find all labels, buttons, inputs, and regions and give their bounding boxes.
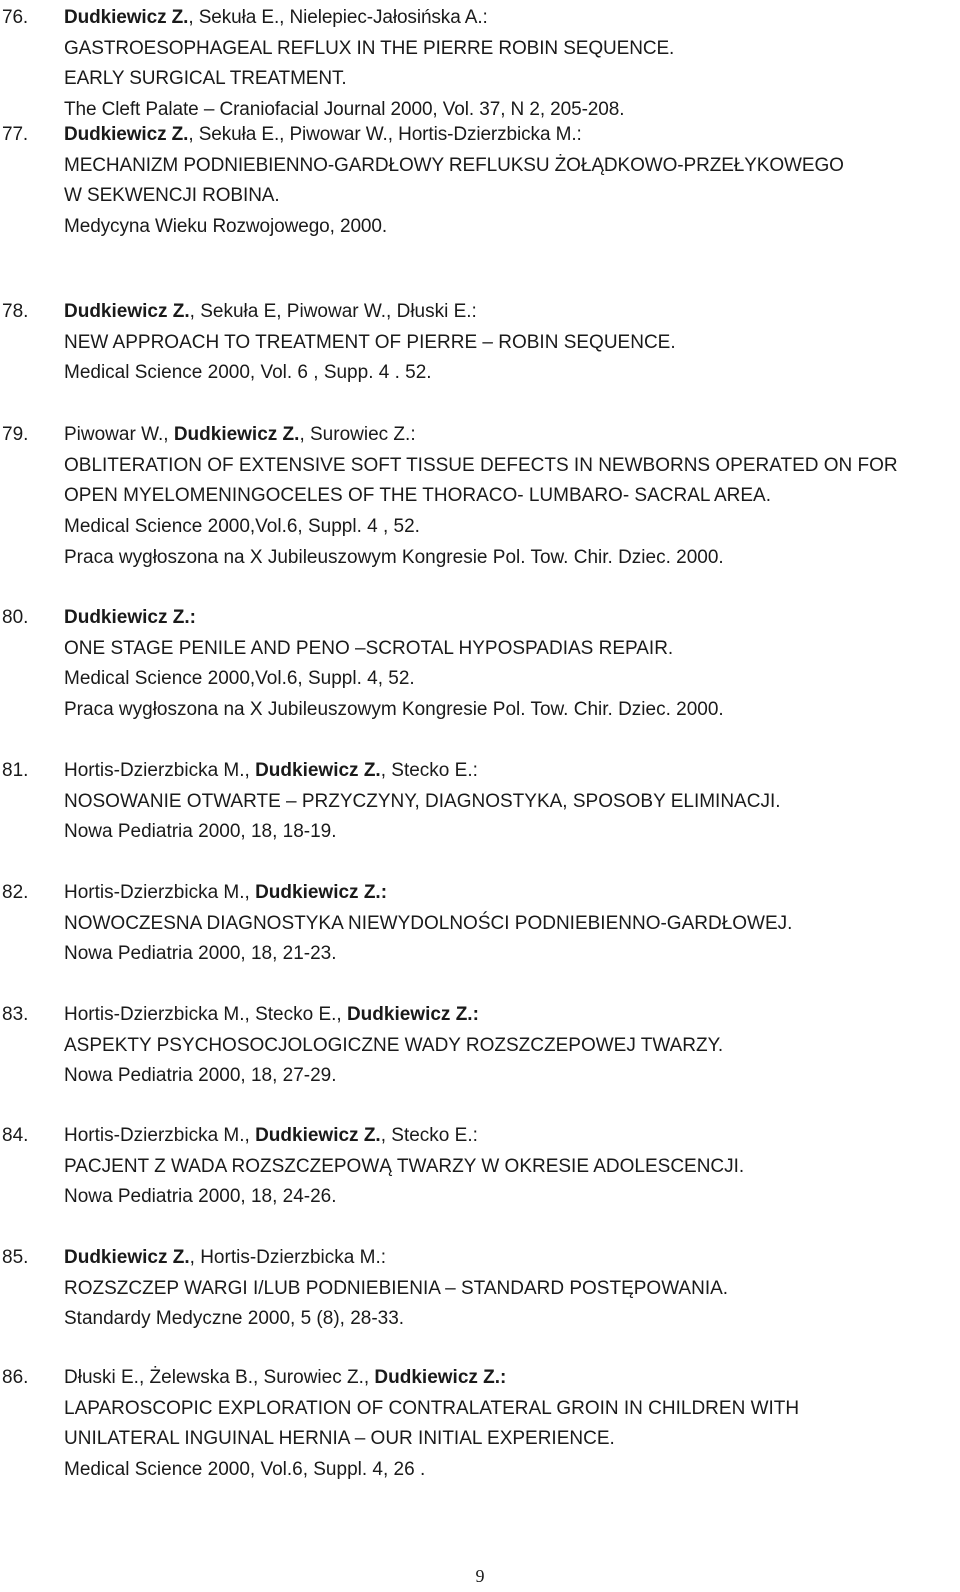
- author-text: , Stecko E.:: [380, 760, 478, 781]
- entry-number: 85.: [2, 1247, 29, 1268]
- entry-line: ASPEKTY PSYCHOSOCJOLOGICZNE WADY ROZSZCZEPOWEJ TWARZY.: [64, 1035, 724, 1056]
- entry-line: PACJENT Z WADA ROZSZCZEPOWĄ TWARZY W OKRESIE ADOLESCENCJI.: [64, 1156, 745, 1177]
- author-highlighted: Dudkiewicz Z.:: [64, 607, 196, 628]
- entry-line: Medical Science 2000, Vol.6, Suppl. 4, 26 .: [64, 1459, 426, 1480]
- entry-authors: [64, 120, 582, 150]
- entry-number: 80.: [2, 607, 29, 628]
- author-highlighted: Dudkiewicz Z.: [64, 301, 190, 322]
- entry-line: NEW APPROACH TO TREATMENT OF PIERRE – ROBIN SEQUENCE.: [64, 332, 676, 353]
- entry-authors: [64, 297, 477, 327]
- author-text: , Sekuła E, Piwowar W., Dłuski E.:: [189, 301, 477, 322]
- entry-authors: [64, 1000, 479, 1030]
- entry-authors: [64, 420, 416, 450]
- entry-line: Nowa Pediatria 2000, 18, 21-23.: [64, 943, 337, 964]
- author-text: , Stecko E.:: [380, 1125, 478, 1146]
- author-highlighted: Dudkiewicz Z.: [173, 424, 300, 445]
- entry-line: GASTROESOPHAGEAL REFLUX IN THE PIERRE ROBIN SEQUENCE.: [64, 38, 675, 59]
- author-text: Hortis-Dzierzbicka M., Stecko E.,: [64, 1004, 347, 1025]
- entry-line: Praca wygłoszona na X Jubileuszowym Kongresie Pol. Tow. Chir. Dziec. 2000.: [64, 547, 724, 568]
- entry-authors: [64, 878, 387, 908]
- entry-number: 83.: [2, 1004, 29, 1025]
- author-highlighted: Dudkiewicz Z.: [64, 7, 189, 28]
- entry-line: Standardy Medyczne 2000, 5 (8), 28-33.: [64, 1308, 405, 1329]
- entry-number: 76.: [2, 7, 29, 28]
- entry-number: 81.: [2, 760, 29, 781]
- entry-number: 82.: [2, 882, 29, 903]
- entry-line: Medical Science 2000, Vol. 6 , Supp. 4 . 52.: [64, 362, 432, 383]
- author-highlighted: Dudkiewicz Z.: [255, 1125, 381, 1146]
- entry-line: The Cleft Palate – Craniofacial Journal 2000, Vol. 37, N 2, 205-208.: [64, 99, 625, 120]
- entry-line: Nowa Pediatria 2000, 18, 18-19.: [64, 821, 337, 842]
- entry-line: Medical Science 2000,Vol.6, Suppl. 4, 52.: [64, 668, 415, 689]
- entry-authors: [64, 603, 196, 633]
- entry-line: OPEN MYELOMENINGOCELES OF THE THORACO- LUMBARO- SACRAL AREA.: [64, 485, 772, 506]
- entry-line: Nowa Pediatria 2000, 18, 24-26.: [64, 1186, 337, 1207]
- entry-line: W SEKWENCJI ROBINA.: [64, 185, 280, 206]
- author-highlighted: Dudkiewicz Z.: [64, 124, 189, 145]
- author-text: Hortis-Dzierzbicka M.,: [64, 882, 256, 903]
- entry-line: Praca wygłoszona na X Jubileuszowym Kongresie Pol. Tow. Chir. Dziec. 2000.: [64, 699, 724, 720]
- author-text: , Sekuła E., Piwowar W., Hortis-Dzierzbicka M.:: [188, 124, 582, 145]
- entry-line: Nowa Pediatria 2000, 18, 27-29.: [64, 1065, 337, 1086]
- author-text: Dłuski E., Żelewska B., Surowiec Z.,: [64, 1367, 375, 1388]
- entry-line: LAPAROSCOPIC EXPLORATION OF CONTRALATERAL GROIN IN CHILDREN WITH: [64, 1398, 800, 1419]
- author-highlighted: Dudkiewicz Z.: [64, 1247, 190, 1268]
- author-text: , Hortis-Dzierzbicka M.:: [189, 1247, 386, 1268]
- entry-line: Medical Science 2000,Vol.6, Suppl. 4 , 52.: [64, 516, 420, 537]
- author-highlighted: Dudkiewicz Z.: [255, 760, 381, 781]
- entry-line: EARLY SURGICAL TREATMENT.: [64, 68, 347, 89]
- entry-authors: [64, 1363, 506, 1393]
- entry-line: OBLITERATION OF EXTENSIVE SOFT TISSUE DEFECTS IN NEWBORNS OPERATED ON FOR: [64, 455, 898, 476]
- entry-line: NOWOCZESNA DIAGNOSTYKA NIEWYDOLNOŚCI PODNIEBIENNO-GARDŁOWEJ.: [64, 913, 793, 934]
- author-highlighted: Dudkiewicz Z.:: [374, 1367, 507, 1388]
- author-text: Hortis-Dzierzbicka M.,: [64, 1125, 256, 1146]
- entry-line: ROZSZCZEP WARGI I/LUB PODNIEBIENIA – STANDARD POSTĘPOWANIA.: [64, 1278, 729, 1299]
- entry-authors: [64, 1243, 386, 1273]
- entry-authors: [64, 3, 488, 33]
- author-text: , Surowiec Z.:: [299, 424, 416, 445]
- author-text: Piwowar W.,: [64, 424, 174, 445]
- entry-authors: [64, 756, 478, 786]
- entry-line: MECHANIZM PODNIEBIENNO-GARDŁOWY REFLUKSU ŻOŁĄDKOWO-PRZEŁYKOWEGO: [64, 155, 844, 176]
- entry-line: NOSOWANIE OTWARTE – PRZYCZYNY, DIAGNOSTYKA, SPOSOBY ELIMINACJI.: [64, 791, 781, 812]
- entry-line: UNILATERAL INGUINAL HERNIA – OUR INITIAL EXPERIENCE.: [64, 1428, 615, 1449]
- entry-number: 84.: [2, 1125, 29, 1146]
- page-number: 9: [475, 1566, 485, 1586]
- entry-authors: [64, 1121, 478, 1151]
- author-highlighted: Dudkiewicz Z.:: [255, 882, 388, 903]
- entry-line: Medycyna Wieku Rozwojowego, 2000.: [64, 216, 388, 237]
- entry-number: 79.: [2, 424, 29, 445]
- entry-number: 77.: [2, 124, 29, 145]
- entry-line: ONE STAGE PENILE AND PENO –SCROTAL HYPOSPADIAS REPAIR.: [64, 638, 674, 659]
- author-text: , Sekuła E., Nielepiec-Jałosińska A.:: [188, 7, 488, 28]
- author-text: Hortis-Dzierzbicka M.,: [64, 760, 256, 781]
- entry-number: 78.: [2, 301, 29, 322]
- entry-number: 86.: [2, 1367, 29, 1388]
- author-highlighted: Dudkiewicz Z.:: [346, 1004, 479, 1025]
